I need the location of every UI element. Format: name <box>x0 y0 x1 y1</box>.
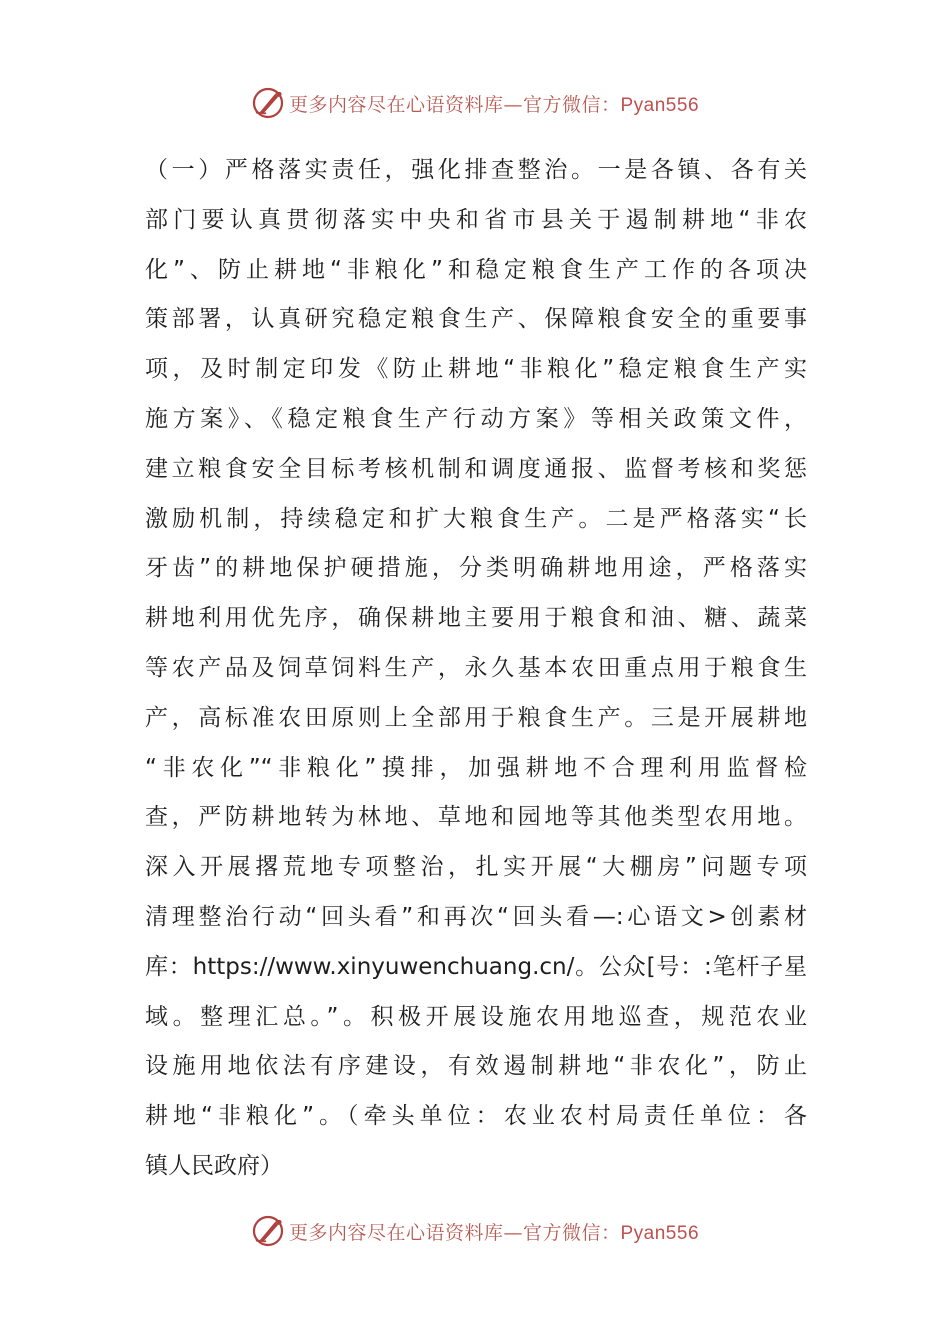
document-body <box>145 146 807 1192</box>
quill-pen-logo-icon <box>251 86 285 120</box>
body-line: 项，及时制定印发《防止耕地“非粮化”稳定粮食生产实 <box>145 356 807 383</box>
footer-banner <box>0 1211 950 1251</box>
body-line: 牙齿”的耕地保护硬措施，分类明确耕地用途，严格落实 <box>145 555 807 582</box>
body-line: 等农产品及饲草饲料生产，永久基本农田重点用于粮食生 <box>145 654 807 681</box>
body-line: 清理整治行动“回头看”和再次“回头看—:心语文>创素材 <box>145 903 807 930</box>
body-line: 域。整理汇总。”。积极开展设施农用地巡查，规范农业 <box>145 1003 807 1030</box>
header-banner <box>0 83 950 123</box>
body-line: 镇人民政府） <box>145 1152 283 1179</box>
body-line: 化”、防止耕地“非粮化”和稳定粮食生产工作的各项决 <box>145 256 807 283</box>
body-line: 耕地利用优先序，确保耕地主要用于粮食和油、糖、蔬菜 <box>145 605 807 632</box>
footer-banner-text: 更多内容尽在心语资料库—官方微信：Pyan556 <box>288 1221 700 1244</box>
body-line: 施方案》、《稳定粮食生产行动方案》等相关政策文件， <box>145 405 807 432</box>
body-line: 策部署，认真研究稳定粮食生产、保障粮食安全的重要事 <box>145 306 807 333</box>
header-banner-text: 更多内容尽在心语资料库—官方微信：Pyan556 <box>288 93 700 116</box>
body-line: 产，高标准农田原则上全部用于粮食生产。三是开展耕地 <box>145 704 807 731</box>
body-line: 部门要认真贯彻落实中央和省市县关于遏制耕地“非农 <box>145 206 807 233</box>
body-line: 设施用地依法有序建设，有效遏制耕地“非农化”，防止 <box>145 1053 807 1080</box>
body-line: 深入开展撂荒地专项整治，扎实开展“大棚房”问题专项 <box>145 854 807 881</box>
footer-wechat-id: Pyan556 <box>620 1222 700 1244</box>
body-line: 激励机制，持续稳定和扩大粮食生产。二是严格落实“长 <box>145 505 807 532</box>
body-line: 耕地“非粮化”。（牵头单位：农业农村局责任单位：各 <box>145 1103 807 1130</box>
body-line: 建立粮食安全目标考核机制和调度通报、监督考核和奖惩 <box>145 455 807 482</box>
header-wechat-id: Pyan556 <box>620 94 700 116</box>
body-line: 查，严防耕地转为林地、草地和园地等其他类型农用地。 <box>145 804 807 831</box>
body-line: （一）严格落实责任，强化排查整治。一是各镇、各有关 <box>145 157 807 183</box>
body-line-url[interactable]: 库：https://www.xinyuwenchuang.cn/。公众[号：:笔杆子星 <box>145 953 807 980</box>
quill-pen-logo-icon <box>251 1214 285 1248</box>
body-line: “非农化”“非粮化”摸排，加强耕地不合理利用监督检 <box>145 754 807 781</box>
